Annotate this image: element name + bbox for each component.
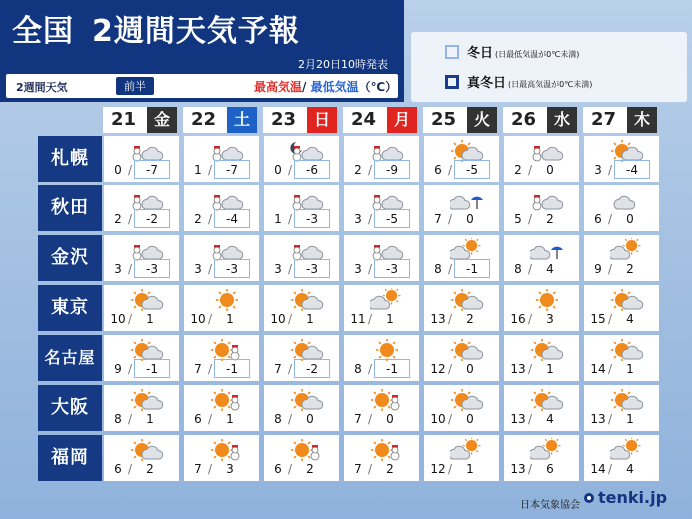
low-temp: 2 [466, 312, 474, 326]
sub-header-bar [6, 74, 398, 98]
temp-slash: / [608, 362, 613, 376]
temp-slash: / [368, 412, 373, 426]
sun-cloud-icon [450, 338, 484, 362]
high-temp-label: 最高気温 [254, 80, 303, 94]
high-temp: 13 [510, 362, 526, 376]
temp-slash: / [528, 212, 533, 226]
city-name: 大阪 [38, 385, 102, 431]
high-temp: 14 [590, 362, 606, 376]
forecast-cell [424, 235, 499, 281]
sun-cloud-icon [290, 388, 324, 412]
high-temp: 3 [274, 262, 282, 276]
high-temp: 7 [194, 462, 202, 476]
temp-slash: / [128, 163, 133, 177]
low-temp: 2 [386, 462, 394, 476]
forecast-cell [424, 335, 499, 381]
high-temp: 0 [114, 163, 122, 177]
high-temp: 6 [594, 212, 602, 226]
city-name: 秋田 [38, 185, 102, 231]
temp-slash: / [448, 312, 453, 326]
day-weekday: 土 [227, 107, 257, 133]
title-main: 2週間天気予報 [92, 14, 300, 49]
forecast-cell [584, 385, 659, 431]
sun-cloud-icon [290, 288, 324, 312]
high-temp: 0 [274, 163, 282, 177]
temperature-legend [254, 78, 397, 95]
low-temp: 1 [466, 462, 474, 476]
temp-slash: / [608, 312, 613, 326]
forecast-cell [104, 385, 179, 431]
forecast-cell [584, 185, 659, 231]
low-temp: 0 [466, 412, 474, 426]
temp-slash: / [608, 262, 613, 276]
sub-label: 2週間天気 [16, 81, 68, 94]
high-temp: 3 [354, 212, 362, 226]
sun-cloud-icon [450, 388, 484, 412]
high-temp: 12 [430, 362, 446, 376]
sun-cloud-icon [610, 338, 644, 362]
winter-day-legend [411, 32, 687, 102]
high-temp: 8 [274, 412, 282, 426]
low-temp: -7 [214, 160, 250, 179]
day-header [263, 107, 337, 133]
cloud-sun-icon [610, 238, 644, 262]
high-temp: 8 [434, 262, 442, 276]
forecast-cell [184, 136, 259, 182]
cloud-sun-icon [450, 438, 484, 462]
low-temp: -3 [134, 259, 170, 278]
high-temp: 2 [194, 212, 202, 226]
low-temp: -3 [374, 259, 410, 278]
day-date: 24 [351, 109, 377, 130]
low-temp: -4 [614, 160, 650, 179]
day-header [343, 107, 417, 133]
day-weekday: 月 [387, 107, 417, 133]
unit-label: （℃） [358, 80, 398, 94]
low-temp: 2 [626, 262, 634, 276]
temp-slash: / [608, 412, 613, 426]
temp-slash: / [368, 163, 373, 177]
temp-slash: / [128, 362, 133, 376]
high-temp: 7 [354, 412, 362, 426]
temp-slash: / [368, 312, 373, 326]
sun-cloud-icon [450, 288, 484, 312]
day-header [103, 107, 177, 133]
mafuyubi-legend-row [445, 72, 592, 91]
forecast-cell [504, 385, 579, 431]
temp-slash: / [208, 462, 213, 476]
low-temp: 1 [626, 362, 634, 376]
city-name: 名古屋 [38, 335, 102, 381]
forecast-cell [344, 385, 419, 431]
low-temp: -4 [214, 209, 250, 228]
temp-slash: / [208, 212, 213, 226]
forecast-cell [584, 435, 659, 481]
issued-time: 2月20日10時発表 [298, 58, 388, 71]
low-temp: 6 [546, 462, 554, 476]
temp-slash: / [368, 262, 373, 276]
forecast-cell [184, 235, 259, 281]
low-temp: -7 [134, 160, 170, 179]
low-temp: 0 [546, 163, 554, 177]
temp-slash: / [128, 212, 133, 226]
sun-cloud-icon [610, 388, 644, 412]
high-temp: 10 [430, 412, 446, 426]
half-badge: 前半 [116, 77, 154, 95]
low-temp: -5 [454, 160, 490, 179]
high-temp: 10 [110, 312, 126, 326]
cloud-rain-icon [530, 238, 564, 262]
day-weekday: 木 [627, 107, 657, 133]
forecast-cell [424, 136, 499, 182]
temp-slash: / [288, 362, 293, 376]
sun-cloud-icon [130, 438, 164, 462]
low-temp: -1 [214, 359, 250, 378]
brand-logo: tenki.jp [598, 488, 668, 507]
forecast-cell [104, 285, 179, 331]
forecast-cell [504, 235, 579, 281]
low-temp: 0 [386, 412, 394, 426]
forecast-cell [424, 285, 499, 331]
high-temp: 16 [510, 312, 526, 326]
temp-slash: / [528, 262, 533, 276]
temp-slash: / [208, 163, 213, 177]
forecast-cell [344, 185, 419, 231]
low-temp: 1 [546, 362, 554, 376]
title-banner [0, 0, 404, 102]
day-weekday: 日 [307, 107, 337, 133]
city-name: 金沢 [38, 235, 102, 281]
low-temp: -6 [294, 160, 330, 179]
city-name: 福岡 [38, 435, 102, 481]
forecast-cell [344, 136, 419, 182]
cloud-sun-icon [530, 438, 564, 462]
low-temp: 2 [546, 212, 554, 226]
sun-snow-icon [210, 388, 244, 412]
high-temp: 10 [190, 312, 206, 326]
low-temp: 3 [226, 462, 234, 476]
forecast-cell [264, 335, 339, 381]
forecast-cell [104, 235, 179, 281]
high-temp: 3 [354, 262, 362, 276]
mafuyubi-label: 真冬日 [467, 76, 507, 91]
high-temp: 13 [590, 412, 606, 426]
temp-slash: / [208, 362, 213, 376]
day-header [423, 107, 497, 133]
low-temp: 1 [226, 312, 234, 326]
credit-text: 日本気象協会 [520, 500, 580, 511]
temp-slash: / [608, 163, 613, 177]
high-temp: 7 [354, 462, 362, 476]
temp-slash: / [448, 212, 453, 226]
temp-slash: / [448, 362, 453, 376]
high-temp: 2 [514, 163, 522, 177]
forecast-cell [584, 136, 659, 182]
cloud-icon [610, 188, 644, 212]
forecast-cell [424, 435, 499, 481]
forecast-cell [184, 435, 259, 481]
day-date: 26 [511, 109, 537, 130]
cloud-rain-icon [450, 188, 484, 212]
low-temp: 4 [626, 462, 634, 476]
forecast-cell [424, 385, 499, 431]
low-temp: 1 [386, 312, 394, 326]
forecast-cell [104, 185, 179, 231]
day-date: 21 [111, 109, 137, 130]
sun-snow-icon [210, 438, 244, 462]
temp-slash: / [288, 312, 293, 326]
high-temp: 6 [114, 462, 122, 476]
forecast-cell [264, 235, 339, 281]
high-temp: 3 [194, 262, 202, 276]
forecast-cell [504, 136, 579, 182]
forecast-cell [264, 136, 339, 182]
page-title [12, 6, 300, 50]
high-temp: 1 [274, 212, 282, 226]
day-weekday: 金 [147, 107, 177, 133]
temp-slash: / [368, 212, 373, 226]
sun-cloud-icon [130, 388, 164, 412]
forecast-cell [344, 335, 419, 381]
low-temp: -3 [294, 259, 330, 278]
low-temp: 4 [626, 312, 634, 326]
forecast-cell [264, 285, 339, 331]
forecast-cell [104, 136, 179, 182]
temp-slash: / [288, 212, 293, 226]
forecast-cell [504, 285, 579, 331]
temp-slash: / [448, 462, 453, 476]
forecast-cell [104, 435, 179, 481]
forecast-cell [184, 385, 259, 431]
temp-slash: / [528, 462, 533, 476]
low-temp: -3 [214, 259, 250, 278]
high-temp: 13 [430, 312, 446, 326]
high-temp: 6 [194, 412, 202, 426]
low-temp: -1 [134, 359, 170, 378]
forecast-cell [504, 435, 579, 481]
low-temp: -2 [134, 209, 170, 228]
forecast-cell [504, 185, 579, 231]
mafuyubi-note: (日最高気温が0℃未満) [508, 80, 593, 89]
legend-slash: / [302, 80, 307, 94]
low-temp: -2 [294, 359, 330, 378]
cloud-snow-icon [530, 188, 564, 212]
day-weekday: 火 [467, 107, 497, 133]
sun-snow-icon [290, 438, 324, 462]
forecast-cell [344, 285, 419, 331]
temp-slash: / [288, 462, 293, 476]
high-temp: 6 [274, 462, 282, 476]
low-temp: -3 [294, 209, 330, 228]
low-temp: -1 [454, 259, 490, 278]
sun-snow-icon [370, 388, 404, 412]
low-temp: 2 [146, 462, 154, 476]
temp-slash: / [208, 262, 213, 276]
forecast-cell [344, 435, 419, 481]
forecast-cell [584, 335, 659, 381]
temp-slash: / [528, 362, 533, 376]
low-temp: 1 [626, 412, 634, 426]
low-temp: 1 [226, 412, 234, 426]
high-temp: 7 [194, 362, 202, 376]
high-temp: 7 [274, 362, 282, 376]
low-temp: -1 [374, 359, 410, 378]
forecast-cell [584, 285, 659, 331]
temp-slash: / [368, 362, 373, 376]
forecast-cell [184, 335, 259, 381]
temp-slash: / [448, 262, 453, 276]
temp-slash: / [528, 412, 533, 426]
high-temp: 8 [354, 362, 362, 376]
forecast-cell [264, 435, 339, 481]
high-temp: 14 [590, 462, 606, 476]
high-temp: 13 [510, 462, 526, 476]
sun-cloud-icon [530, 388, 564, 412]
title-area: 全国 [12, 14, 74, 49]
day-weekday: 水 [547, 107, 577, 133]
sun-icon [530, 288, 564, 312]
temp-slash: / [608, 212, 613, 226]
fuyubi-label: 冬日 [467, 46, 494, 61]
high-temp: 3 [594, 163, 602, 177]
low-temp: 1 [146, 412, 154, 426]
temp-slash: / [528, 163, 533, 177]
temp-slash: / [128, 262, 133, 276]
high-temp: 11 [350, 312, 366, 326]
forecast-cell [184, 285, 259, 331]
high-temp: 5 [514, 212, 522, 226]
low-temp: 0 [466, 362, 474, 376]
temp-slash: / [288, 163, 293, 177]
high-temp: 10 [270, 312, 286, 326]
temp-slash: / [128, 412, 133, 426]
high-temp: 2 [114, 212, 122, 226]
day-header [503, 107, 577, 133]
forecast-cell [104, 335, 179, 381]
low-temp: 2 [306, 462, 314, 476]
sun-cloud-icon [610, 288, 644, 312]
high-temp: 12 [430, 462, 446, 476]
high-temp: 15 [590, 312, 606, 326]
temp-slash: / [128, 462, 133, 476]
mafuyubi-square-icon [445, 75, 459, 89]
forecast-cell [184, 185, 259, 231]
fuyubi-square-icon [445, 45, 459, 59]
cloud-snow-icon [530, 139, 564, 163]
low-temp: 0 [466, 212, 474, 226]
cloud-sun-icon [610, 438, 644, 462]
temp-slash: / [208, 412, 213, 426]
forecast-cell [504, 335, 579, 381]
low-temp: 4 [546, 412, 554, 426]
fuyubi-legend-row [445, 42, 579, 61]
day-header [583, 107, 657, 133]
high-temp: 1 [194, 163, 202, 177]
sun-icon [210, 288, 244, 312]
day-date: 27 [591, 109, 617, 130]
temp-slash: / [528, 312, 533, 326]
forecast-cell [584, 235, 659, 281]
high-temp: 3 [114, 262, 122, 276]
forecast-cell [264, 385, 339, 431]
tenki-logo-icon [583, 492, 595, 504]
day-date: 22 [191, 109, 217, 130]
forecast-cell [424, 185, 499, 231]
high-temp: 6 [434, 163, 442, 177]
high-temp: 8 [514, 262, 522, 276]
city-name: 東京 [38, 285, 102, 331]
day-date: 23 [271, 109, 297, 130]
low-temp: 0 [306, 412, 314, 426]
temp-slash: / [288, 262, 293, 276]
low-temp: -9 [374, 160, 410, 179]
temp-slash: / [448, 163, 453, 177]
low-temp: 3 [546, 312, 554, 326]
sun-cloud-icon [530, 338, 564, 362]
temp-slash: / [208, 312, 213, 326]
temp-slash: / [448, 412, 453, 426]
temp-slash: / [368, 462, 373, 476]
low-temp: -5 [374, 209, 410, 228]
day-header [183, 107, 257, 133]
high-temp: 8 [114, 412, 122, 426]
fuyubi-note: (日最低気温が0℃未満) [495, 50, 580, 59]
high-temp: 7 [434, 212, 442, 226]
low-temp: 1 [306, 312, 314, 326]
temp-slash: / [608, 462, 613, 476]
sun-snow-icon [370, 438, 404, 462]
forecast-cell [264, 185, 339, 231]
high-temp: 13 [510, 412, 526, 426]
high-temp: 2 [354, 163, 362, 177]
low-temp: 4 [546, 262, 554, 276]
low-temp-label: 最低気温 [310, 80, 359, 94]
temp-slash: / [288, 412, 293, 426]
low-temp: 1 [146, 312, 154, 326]
cloud-sun-icon [370, 288, 404, 312]
high-temp: 9 [114, 362, 122, 376]
high-temp: 9 [594, 262, 602, 276]
forecast-cell [344, 235, 419, 281]
sun-cloud-icon [130, 288, 164, 312]
low-temp: 0 [626, 212, 634, 226]
temp-slash: / [128, 312, 133, 326]
city-name: 札幌 [38, 136, 102, 182]
day-date: 25 [431, 109, 457, 130]
